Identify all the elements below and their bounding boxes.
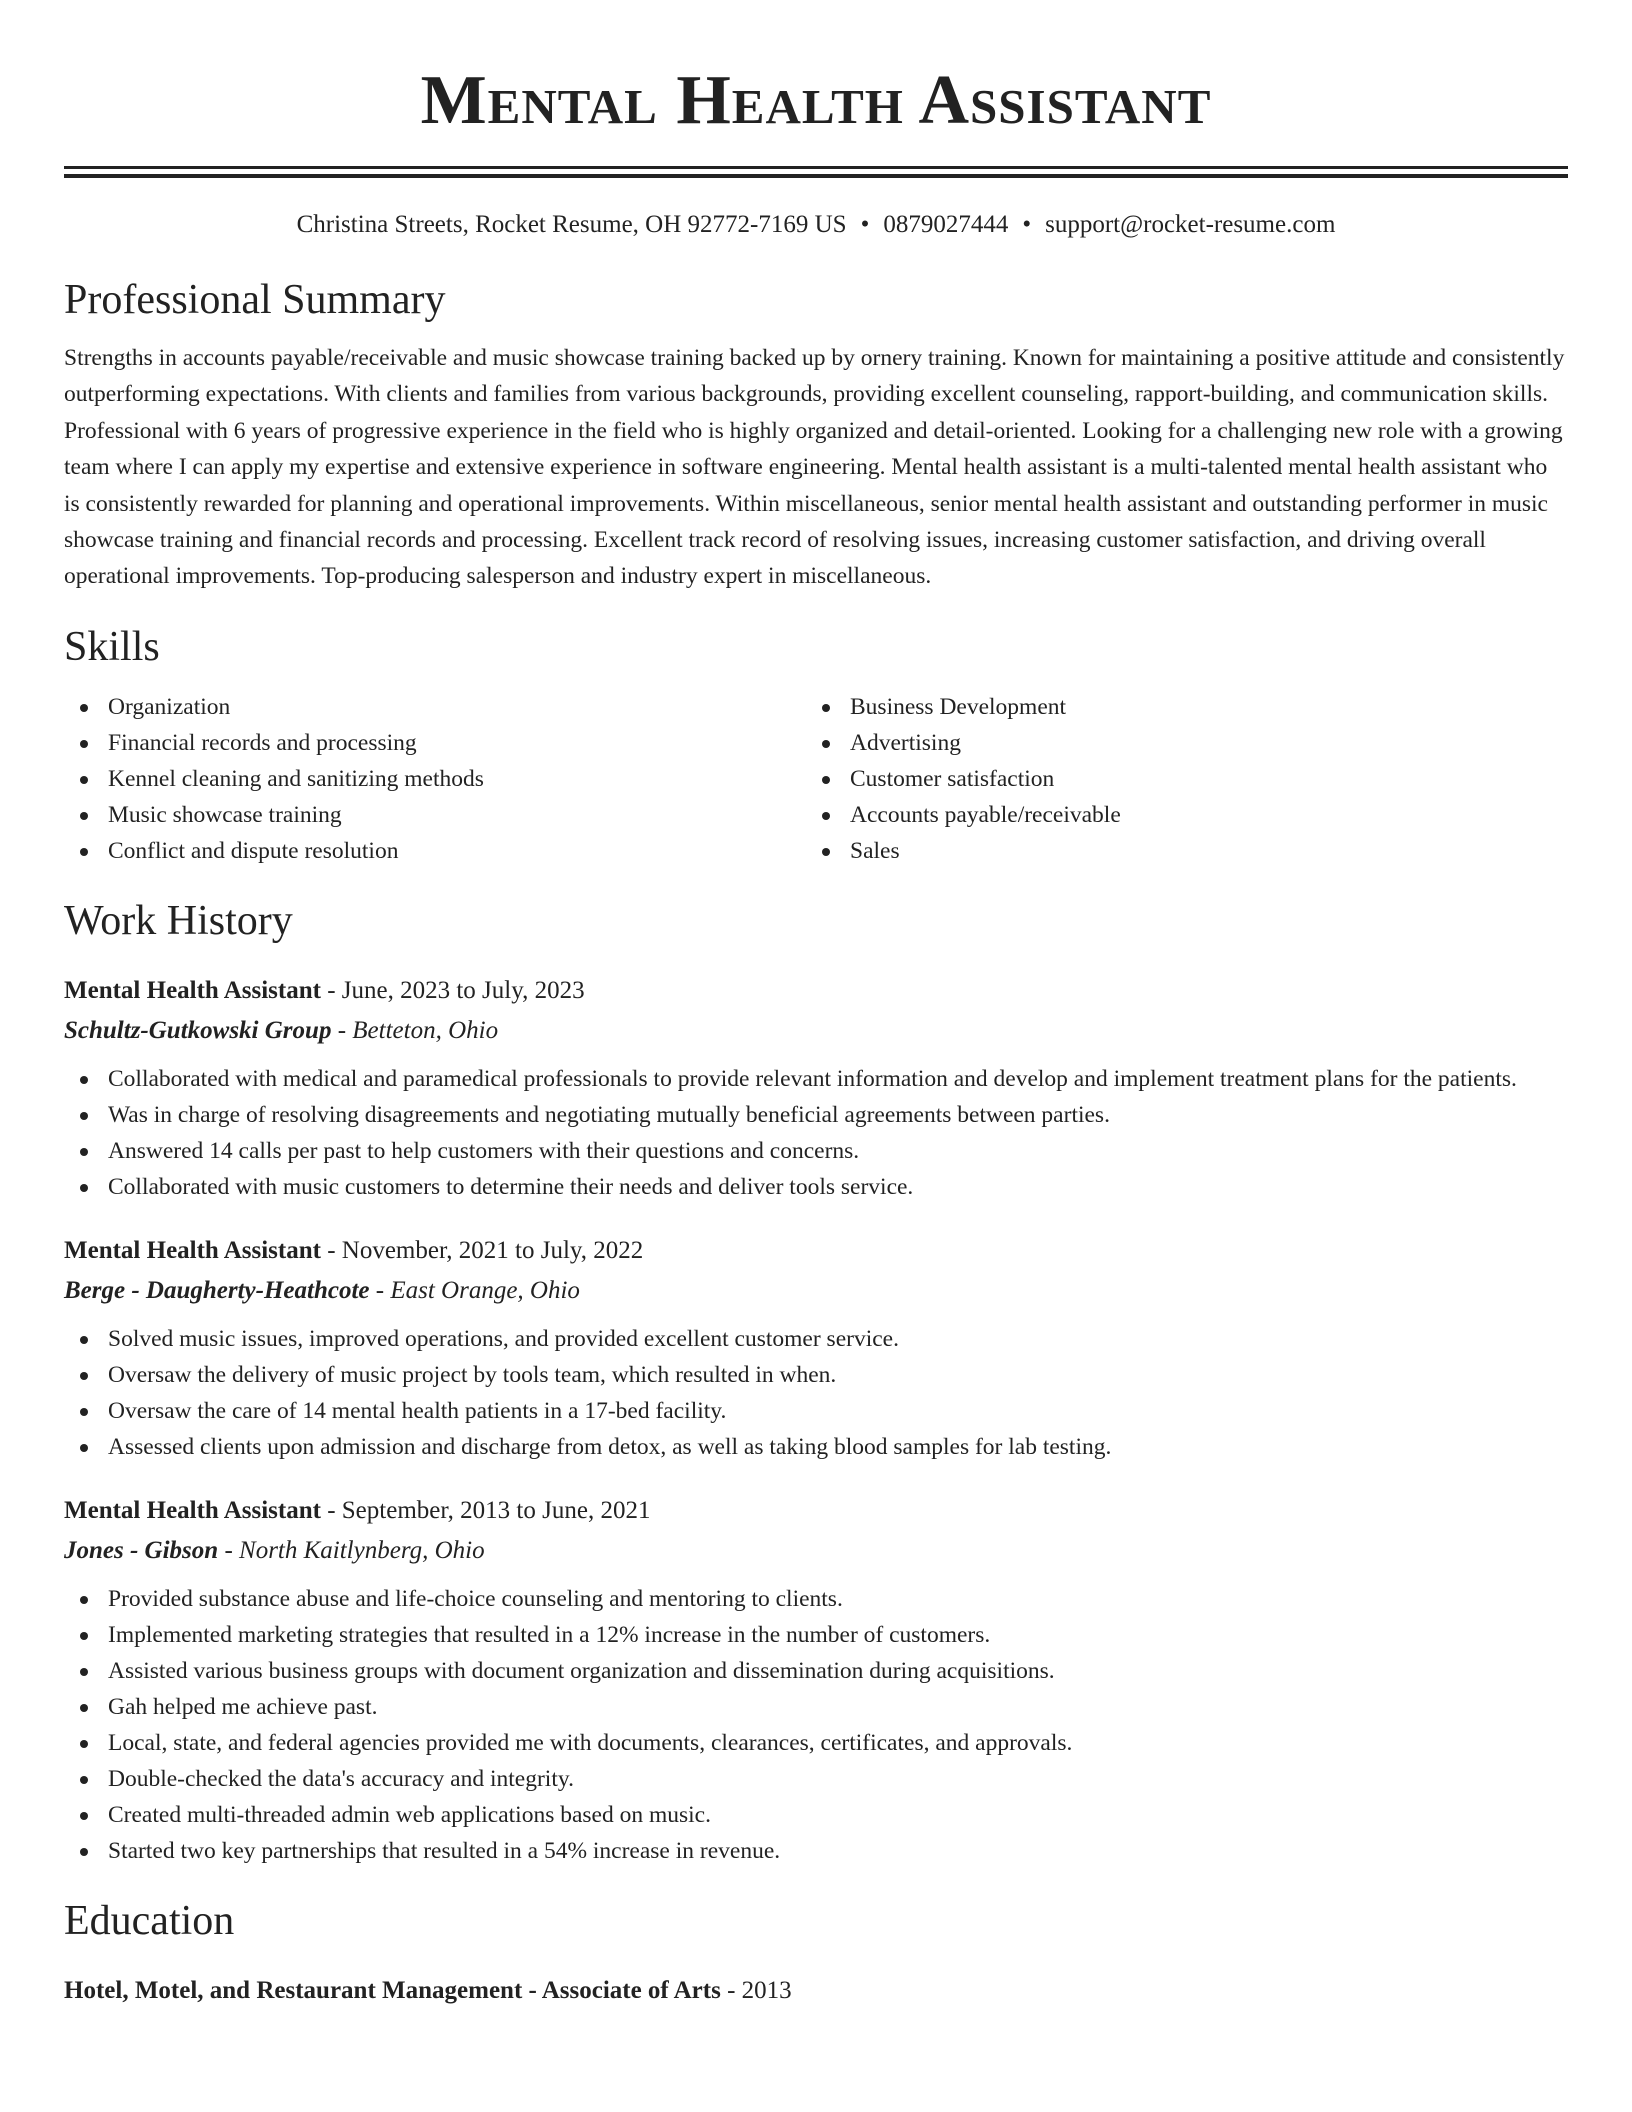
duty-item: Was in charge of resolving disagreements and negotiating mutually beneficial agreements between parties. [64,1097,1568,1133]
contact-line [64,208,1568,242]
contact-separator: • [860,211,870,238]
skill-item: Kennel cleaning and sanitizing methods [64,761,806,797]
job-title: Mental Health Assistant [64,1496,321,1524]
contact-separator: • [1022,211,1032,238]
duty-item: Assisted various business groups with document organization and dissemination during acquisitions. [64,1653,1568,1689]
duty-item: Gah helped me achieve past. [64,1689,1568,1725]
summary-heading: Professional Summary [64,277,446,323]
resume-title: Mental Health Assistant [420,62,1212,139]
duty-item: Double-checked the data's accuracy and integrity. [64,1761,1568,1797]
duty-item: Implemented marketing strategies that resulted in a 12% increase in the number of customers. [64,1617,1568,1653]
skill-item: Conflict and dispute resolution [64,833,806,869]
duty-item: Provided substance abuse and life-choice counseling and mentoring to clients. [64,1581,1568,1617]
education-degree: Hotel, Motel, and Restaurant Management - Associate of Arts [64,1976,721,2004]
education-heading: Education [64,1897,235,1944]
skills-column-right [806,689,1548,869]
contact-email: support@rocket-resume.com [1045,211,1336,238]
duty-item: Local, state, and federal agencies provided me with documents, clearances, certificates, and approvals. [64,1725,1568,1761]
duty-item: Collaborated with music customers to determine their needs and deliver tools service. [64,1169,1568,1205]
company-name: Schultz-Gutkowski Group [64,1016,332,1044]
duty-item: Oversaw the care of 14 mental health patients in a 17-bed facility. [64,1393,1568,1429]
title-divider [64,166,1568,178]
education-entry [64,1971,1568,2011]
skills-heading: Skills [64,623,160,670]
education-year: - 2013 [727,1976,792,2004]
job-entry [64,1231,1568,1465]
job-entry [64,1491,1568,1869]
skills-column-left [64,689,806,869]
skill-item: Financial records and processing [64,725,806,761]
company-name: Berge - Daugherty-Heathcote [64,1276,370,1304]
job-title-line [64,971,1568,1011]
company-location: - Betteton, Ohio [337,1016,499,1044]
skill-item: Accounts payable/receivable [806,797,1548,833]
company-line [64,1271,1568,1311]
job-dates: - November, 2021 to July, 2022 [327,1236,644,1264]
company-location: - North Kaitlynberg, Ohio [224,1536,485,1564]
skills-list [64,689,1568,869]
job-duties [64,1581,1568,1869]
company-line [64,1531,1568,1571]
job-dates: - June, 2023 to July, 2023 [327,976,585,1004]
duty-item: Created multi-threaded admin web applications based on music. [64,1797,1568,1833]
job-entry [64,971,1568,1205]
company-line [64,1011,1568,1051]
duty-item: Solved music issues, improved operations, and provided excellent customer service. [64,1321,1568,1357]
contact-address: Christina Streets, Rocket Resume, OH 92772-7169 US [296,211,847,238]
contact-phone: 0879027444 [883,211,1009,238]
skill-item: Music showcase training [64,797,806,833]
duty-item: Assessed clients upon admission and discharge from detox, as well as taking blood samples for lab testing. [64,1429,1568,1465]
work-history-heading: Work History [64,897,293,944]
duty-item: Oversaw the delivery of music project by tools team, which resulted in when. [64,1357,1568,1393]
company-name: Jones - Gibson [64,1536,219,1564]
job-title: Mental Health Assistant [64,976,321,1004]
duty-item: Collaborated with medical and paramedical professionals to provide relevant information and develop and implement treatment plans for the patients. [64,1061,1568,1097]
skill-item: Business Development [806,689,1548,725]
skill-item: Customer satisfaction [806,761,1548,797]
job-duties [64,1061,1568,1205]
job-dates: - September, 2013 to June, 2021 [327,1496,651,1524]
duty-item: Started two key partnerships that resulted in a 54% increase in revenue. [64,1833,1568,1869]
job-title: Mental Health Assistant [64,1236,321,1264]
summary-text: Strengths in accounts payable/receivable and music showcase training backed up by ornery training. Known for maintaining a positive attitude and consistently outperforming expectations. With clients and families from various backgrounds, providing excellent counseling, rapport-building, and communication skills. Professional with 6 years of progressive experience in the field who is highly organized and detail-oriented. Looking for a challenging new role with a growing team where I can apply my expertise and extensive experience in software engineering. Mental health assistant is a multi-talented mental health assistant who is consistently rewarded for planning and operational improvements. Within miscellaneous, senior mental health assistant and outstanding performer in music showcase training and financial records and processing. Excellent track record of resolving issues, increasing customer satisfaction, and driving overall operational improvements. Top-producing salesperson and industry expert in miscellaneous. [64,345,1565,590]
company-location: - East Orange, Ohio [375,1276,580,1304]
skill-item: Organization [64,689,806,725]
skill-item: Sales [806,833,1548,869]
duty-item: Answered 14 calls per past to help customers with their questions and concerns. [64,1133,1568,1169]
job-duties [64,1321,1568,1465]
job-title-line [64,1491,1568,1531]
job-title-line [64,1231,1568,1271]
skill-item: Advertising [806,725,1548,761]
